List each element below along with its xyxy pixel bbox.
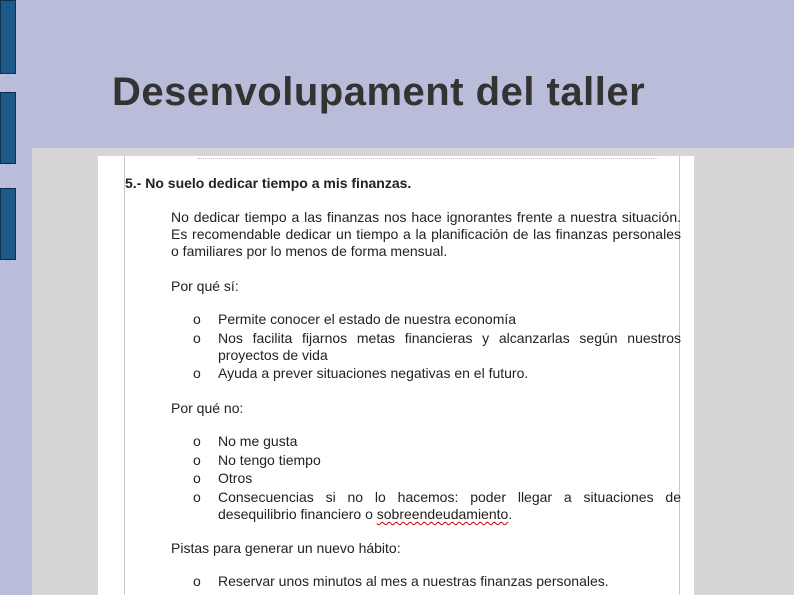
why-no-label: Por qué no: [171,400,244,416]
bullet-icon: o [193,488,201,505]
list-item: o Nos facilita fijarnos metas financieras y alcanzarlas según nuestros proyectos de vida [193,329,681,363]
why-yes-label: Por qué sí: [171,278,239,294]
cut-off-text-line [198,156,658,159]
slide-side-tab-2 [0,92,16,164]
why-yes-list [193,311,681,384]
list-item: o No me gusta [193,433,298,449]
bullet-icon: o [193,451,201,468]
list-item: o Reservar unos minutos al mes a nuestras finanzas personales. [193,573,609,589]
bullet-icon: o [193,311,201,327]
habit-tips-label: Pistas para generar un nuevo hábito: [171,540,401,556]
bullet-icon: o [193,573,201,589]
list-item: o No tengo tiempo [193,451,321,468]
list-item: o Permite conocer el estado de nuestra economía [193,311,517,327]
left-margin-guide [124,156,125,595]
intro-paragraph: No dedicar tiempo a las finanzas nos hace ignorantes frente a nuestra situación. Es recomendable dedicar un tiempo a la planificación de las finanzas personales o familiares por lo menos de forma mensual. [171,209,681,259]
list-item: o Otros [193,470,253,487]
bullet-icon: o [193,470,201,487]
slide-side-tab-3 [0,188,16,260]
document-page [98,156,694,595]
spellcheck-flagged-word: sobreendeudamiento [376,505,509,522]
list-item: o Ayuda a prever situaciones negativas en el futuro. [193,365,529,382]
list-item: o Consecuencias si no lo hacemos: poder llegar a situaciones de desequilibrio financiero o sobreendeudamiento. [193,488,681,522]
section-heading: 5.- No suelo dedicar tiempo a mis finanzas. [125,175,412,191]
document-screenshot [32,148,794,595]
habit-tips-list [193,573,681,592]
bullet-icon: o [193,365,201,382]
bullet-icon: o [193,433,201,449]
slide-side-tab-1 [0,0,16,74]
bullet-icon: o [193,329,201,346]
slide-title: Desenvolupament del taller [112,70,646,114]
why-no-list [193,433,681,524]
